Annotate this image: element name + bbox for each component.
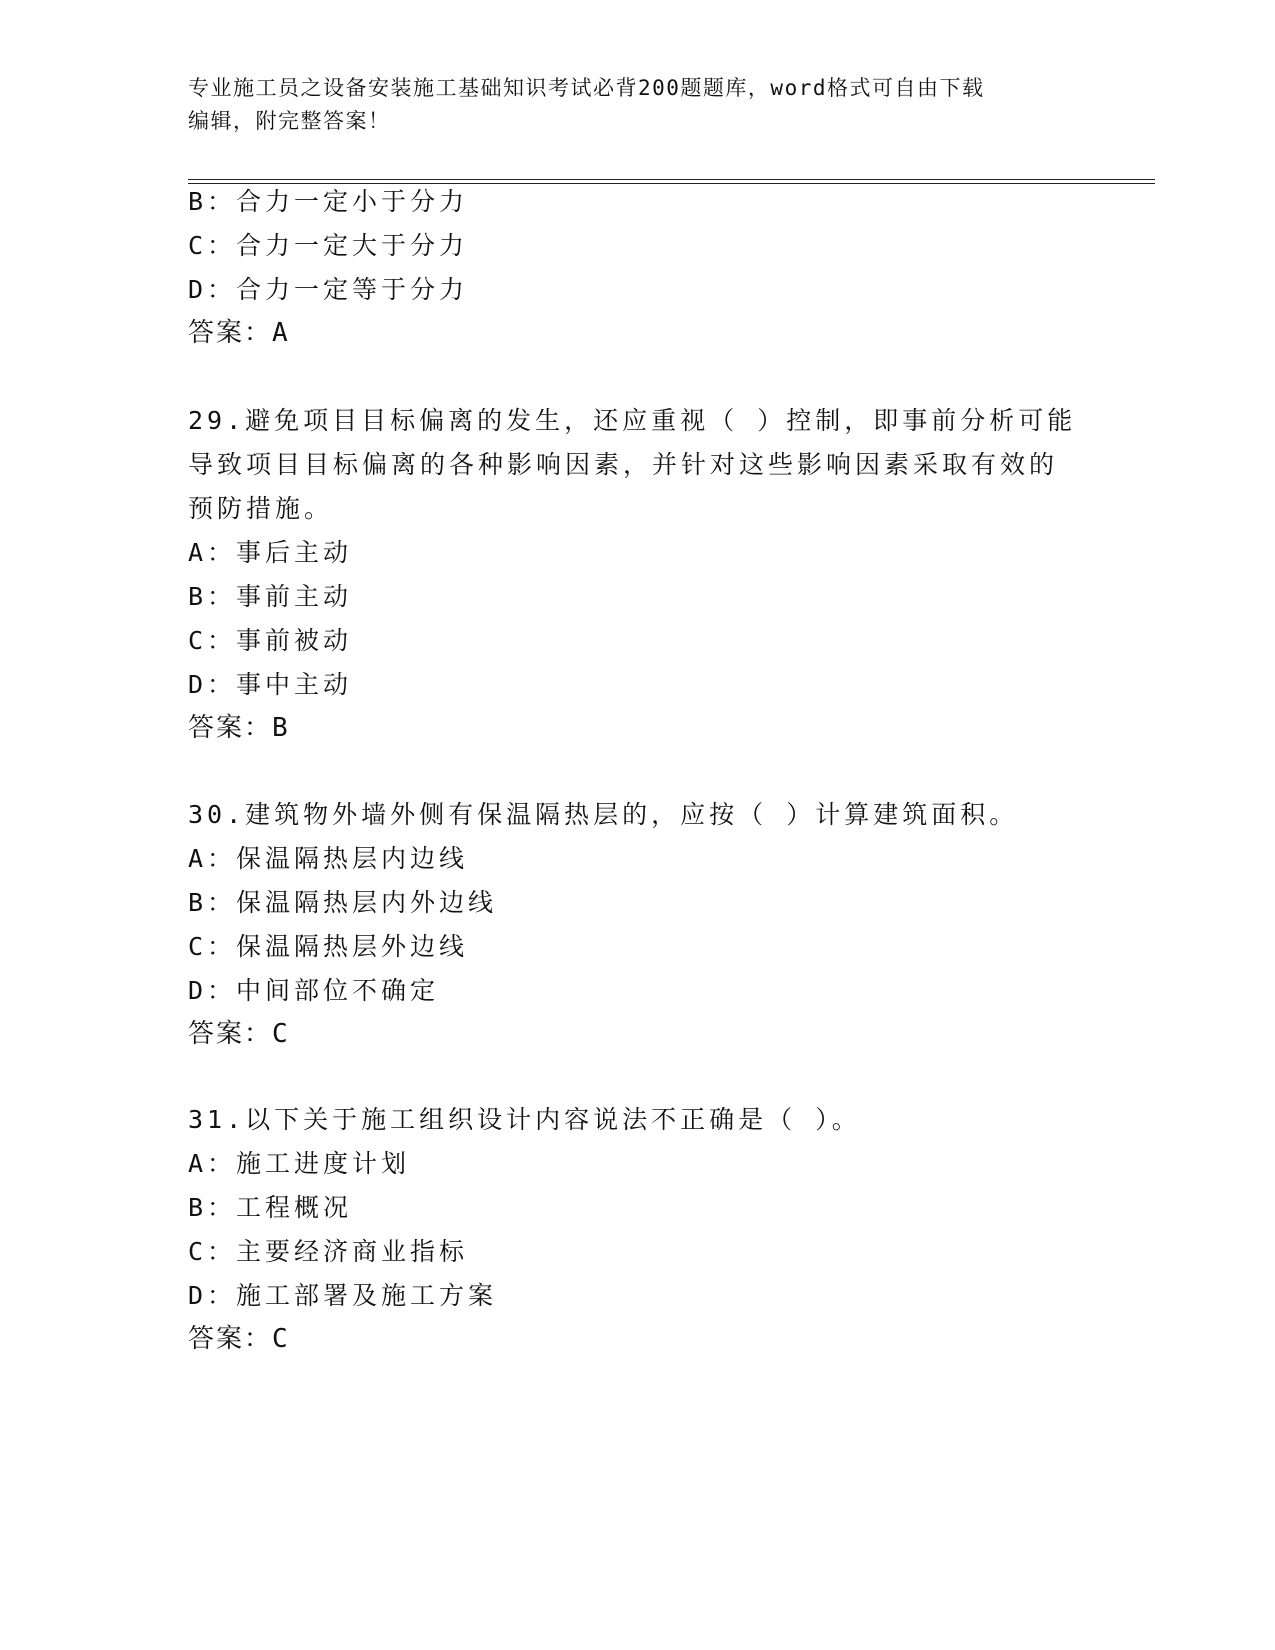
- q28-option-d: D：合力一定等于分力: [188, 275, 469, 304]
- q29-option-d: D：事中主动: [188, 670, 353, 699]
- q29-option-c: C：事前被动: [188, 626, 353, 655]
- q29-stem-line-3: 预防措施。: [188, 494, 334, 523]
- q29-option-b: B：事前主动: [188, 582, 353, 611]
- q28-answer: 答案：A: [188, 318, 290, 348]
- q30-option-c: C：保温隔热层外边线: [188, 932, 469, 961]
- header-divider-top: [188, 179, 1155, 180]
- header-divider-bottom: [188, 183, 1155, 184]
- q28-option-b: B：合力一定小于分力: [188, 187, 469, 216]
- q29-stem-line-1: 29.避免项目目标偏离的发生，还应重视（ ）控制，即事前分析可能: [188, 406, 1077, 435]
- q30-option-b: B：保温隔热层内外边线: [188, 888, 498, 917]
- document-header: [188, 72, 1068, 138]
- q29-answer: 答案：B: [188, 713, 290, 743]
- q31-option-b: B：工程概况: [188, 1193, 353, 1222]
- q29-stem-line-2: 导致项目目标偏离的各种影响因素，并针对这些影响因素采取有效的: [188, 450, 1059, 479]
- q30-option-d: D：中间部位不确定: [188, 976, 440, 1005]
- q28-option-c: C：合力一定大于分力: [188, 231, 469, 260]
- q30-option-a: A：保温隔热层内边线: [188, 844, 469, 873]
- header-line-2: 编辑，附完整答案！: [188, 109, 391, 133]
- q29-option-a: A：事后主动: [188, 538, 353, 567]
- q31-option-c: C：主要经济商业指标: [188, 1237, 469, 1266]
- header-line-1: 专业施工员之设备安装施工基础知识考试必背200题题库，word格式可自由下载: [188, 76, 985, 100]
- q31-option-a: A：施工进度计划: [188, 1149, 411, 1178]
- q30-stem: 30.建筑物外墙外侧有保温隔热层的，应按（ ）计算建筑面积。: [188, 800, 1019, 829]
- q31-option-d: D：施工部署及施工方案: [188, 1281, 498, 1310]
- q31-answer: 答案：C: [188, 1324, 290, 1354]
- q30-answer: 答案：C: [188, 1019, 290, 1049]
- q31-stem: 31.以下关于施工组织设计内容说法不正确是（ ）。: [188, 1105, 861, 1134]
